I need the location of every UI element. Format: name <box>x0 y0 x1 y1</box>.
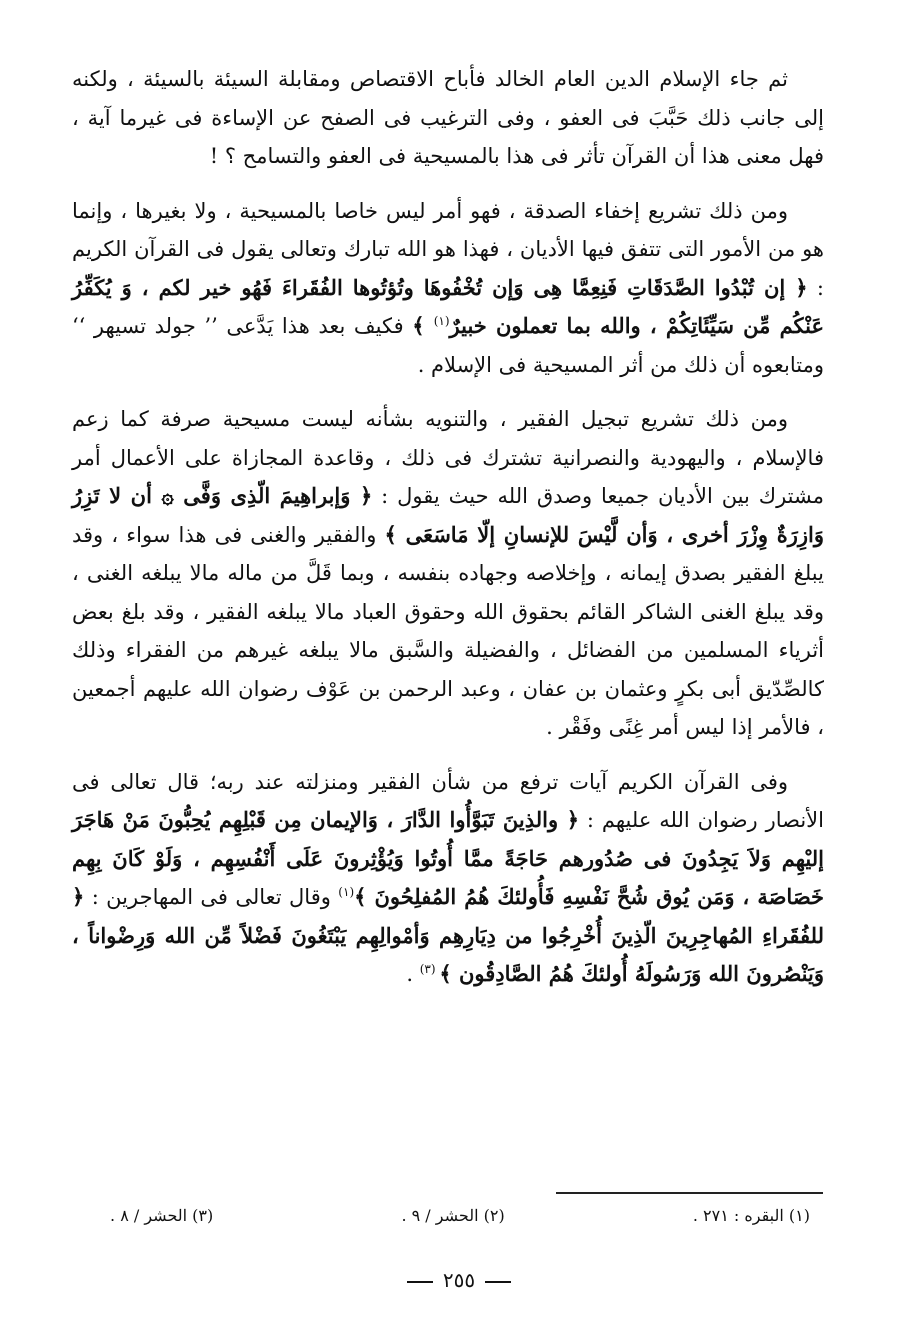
quran-verse: ﴿ إن تُبْدُوا الصَّدَقَاتِ فَنِعِمَّا هِى وَإن تُخْفُوهَا وتُؤتُوها الفُقَراءَ فَهُو خير لكم ، وَ يُكَفِّرُ عَنْكُم مِّن سَيِّئَاتِكُمْ ، والله بما تعملون خبيرٌ <box>72 274 825 338</box>
footnote-3: (٣) الحشر / ٨ . <box>110 1206 214 1225</box>
text-segment: فكيف بعد هذا يَدَّعى ’’ جولد تسيهر ‘‘ ومتابعوه أن ذلك من أثر المسيحية فى الإسلام . <box>72 314 824 377</box>
paragraph-4 <box>72 763 824 994</box>
text-segment: . <box>406 962 420 986</box>
text-segment: ومن ذلك تشريع إخفاء الصدقة ، فهو أمر ليس خاصا بالمسيحية ، ولا بغيرها ، وإنما هو من الأمور التى تتفق فيها الأديان ، فهذا هو الله تبارك وتعالى يقول فى القرآن الكريم : <box>72 198 824 300</box>
footnote-separator <box>556 1192 823 1194</box>
footnote-marker: (١) <box>338 885 355 899</box>
quran-verse: ﴾ <box>412 313 434 338</box>
quran-verse: ﴿ والذِينَ تَبَوَّأُوا الدَّارَ ، وَالإيمان مِن قَبْلِهِم يُحِبُّونَ مَنْ هَاجَرَ إليْهِم وَلاَ يَجِدُونَ فى صُدُورهم حَاجَةً ممَّا أُوتُوا وَيُؤْثِرونَ عَلَى أَنْفُسِهِم ، وَلَوْ كَانَ بِهِم خَصَاصَة ، وَمَن يُوق شُحَّ نَفْسِهِ فَأُولئكَ هُمُ المُفلِحُونَ ﴾ <box>72 807 825 909</box>
page-number: ٢٥٥ <box>442 1268 476 1292</box>
text-segment: والفقير والغنى فى هذا سواء ، وقد يبلغ الفقير بصدق إيمانه ، وإخلاصه وجهاده بنفسه ، وبما قَلَّ من ماله مالا يبلغه الغنى ، وقد يبلغ الغنى الشاكر القائم بحقوق الله وحقوق العباد مالا يبلغه الفقير ، وقد بلغ بعض أثرياء المسلمين من الفضائل ، والفضيلة والسَّبق مالا يبلغه غيرهم من الفقراء وذلك كالصِّدّيق أبى بكرٍ وعثمان بن عفان ، وعبد الرحمن بن عَوْف رضوان الله عليهم أجمعين ، فالأمر إذا ليس أمر غِنًى وفَقْر . <box>72 522 824 739</box>
page-body <box>72 60 824 994</box>
page-number-block <box>0 1268 918 1292</box>
quran-verse: ﴿ للفُقَراءِ المُهاجِرِينَ الّذِينَ أُخْرِجُوا من دِيَارِهِم وَأمْوالِهِم يَبْتَغُونَ فَضْلاً مِّن الله وَرِضْواناً ، وَيَنْصُرونَ الله وَرَسُولَهُ أُولئكَ هُمُ الصَّادِقُون ﴾ <box>72 884 824 986</box>
footnote-marker: (٣) <box>419 962 440 976</box>
footnote-1: (١) البقره : ٢٧١ . <box>692 1206 810 1225</box>
footnote-2: (٢) الحشر / ٩ . <box>401 1206 505 1225</box>
text-segment: وقال تعالى فى المهاجرين : <box>84 885 339 909</box>
text-segment: ومن ذلك تشريع تبجيل الفقير ، والتنويه بشأنه ليست مسيحية صرفة كما زعم فالإسلام ، واليهودية والنصرانية تشترك فى ذلك ، وقاعدة المجازاة على الأعمال أمر مشترك بين الأديان جميعا وصدق الله حيث يقول : <box>72 407 824 508</box>
quran-verse: ﴿ وَإبراهِيمَ الّذِى وَفَّى ۞ أن لا تَزِرُ وَازِرَةٌ وِزْرَ أخرى ، وَأن لَّيْسَ للإنسانِ إلّا مَاسَعَى ﴾ <box>72 483 824 547</box>
text-segment: ثم جاء الإسلام الدين العام الخالد فأباح الاقتصاص ومقابلة السيئة بالسيئة ، ولكنه إلى جانب ذلك حَبَّبَ فى العفو ، وفى الترغيب فى الصفح عن الإساءة فى غيرما آية ، فهل معنى هذا أن القرآن تأثر فى هذا بالمسيحية فى العفو والتسامح ؟ ! <box>72 67 824 168</box>
footnotes <box>110 1206 810 1234</box>
paragraph-3 <box>72 400 824 747</box>
paragraph-1 <box>72 60 824 176</box>
text-segment: وفى القرآن الكريم آيات ترفع من شأن الفقير ومنزلته عند ربه؛ قال تعالى فى الأنصار رضوان الله عليهم : <box>72 769 824 832</box>
footnote-marker: (١) <box>433 314 450 328</box>
paragraph-2 <box>72 192 824 385</box>
page-number-dash-left <box>485 1281 511 1283</box>
page-number-dash-right <box>407 1281 433 1283</box>
